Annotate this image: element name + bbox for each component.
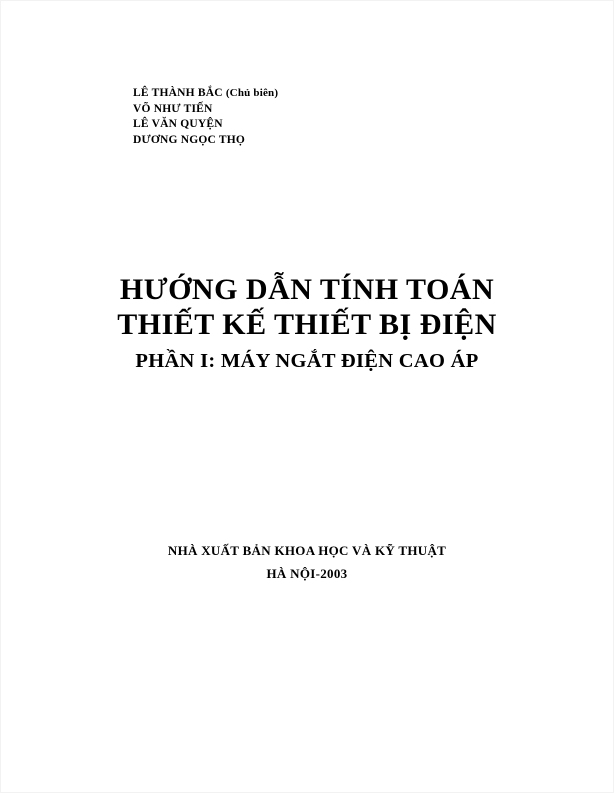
- publisher-name: NHÀ XUẤT BẢN KHOA HỌC VÀ KỸ THUẬT: [167, 543, 447, 558]
- author-entry: [133, 86, 493, 102]
- author-entry: [133, 133, 493, 149]
- author-name: DƯƠNG NGỌC THỌ: [133, 133, 246, 146]
- book-title: [0, 272, 614, 376]
- author-name: LÊ VĂN QUYỆN: [133, 118, 223, 130]
- author-name: VÕ NHƯ TIẾN: [133, 102, 213, 115]
- author-list: [133, 86, 493, 148]
- author-name: LÊ THÀNH BẮC: [133, 87, 223, 99]
- title-line-2: THIẾT KẾ THIẾT BỊ ĐIỆN: [117, 308, 497, 341]
- publisher-info: [0, 541, 614, 583]
- publisher-place-year: HÀ NỘI-2003: [266, 566, 348, 581]
- author-entry: [133, 102, 493, 118]
- title-line-1: HƯỚNG DẪN TÍNH TOÁN: [119, 273, 495, 306]
- title-subtitle-part: PHẦN I: MÁY NGẮT ĐIỆN CAO ÁP: [135, 350, 479, 372]
- author-entry: [133, 117, 493, 133]
- author-role-note: (Chủ biên): [225, 87, 279, 99]
